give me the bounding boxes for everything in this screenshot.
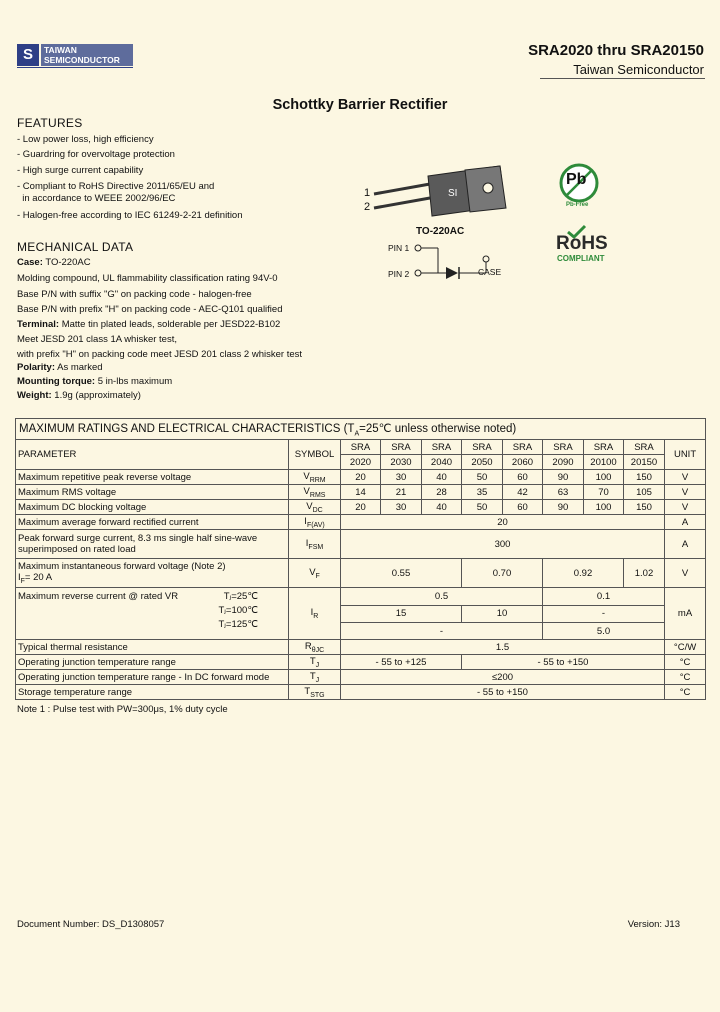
cell-value: 1.5 — [341, 640, 665, 655]
symbol-main: I — [310, 607, 314, 619]
cell-value: 20 — [341, 515, 665, 530]
symbol-sub: F(AV) — [306, 521, 325, 529]
row-unit: °C — [665, 670, 706, 685]
row-unit: V — [665, 500, 706, 515]
row-label: Typical thermal resistance — [16, 640, 289, 655]
mech-line: Molding compound, UL flammability classification rating 94V-0 — [17, 273, 278, 284]
logo-underline — [17, 67, 133, 68]
cell-value: 14 — [341, 485, 381, 500]
mech-line: Meet JESD 201 class 1A whisker test, — [17, 334, 177, 345]
row-symbol — [289, 588, 341, 640]
symbol-sub: θJC — [311, 646, 325, 654]
header-model-bot: 2060 — [503, 455, 543, 470]
mech-torque-label: Mounting torque: — [17, 376, 96, 387]
cell-value: ≤200 — [341, 670, 665, 685]
table-row-vrrm — [16, 470, 706, 485]
row-label: Operating junction temperature range - In DC forward mode — [16, 670, 289, 685]
mech-torque — [17, 376, 172, 388]
cell-value: 60 — [503, 500, 543, 515]
feature-item: - Guardring for overvoltage protection — [17, 149, 175, 160]
header-rule — [540, 78, 705, 79]
symbol-main: T — [304, 685, 311, 697]
pb-text: Pb — [566, 171, 587, 188]
row-unit: °C/W — [665, 640, 706, 655]
diode-schematic — [412, 240, 502, 280]
row-label — [16, 530, 289, 559]
row-label-line1: Peak forward surge current, 8.3 ms single half sine-wave — [18, 533, 258, 545]
pin1-label: PIN 1 — [388, 243, 410, 253]
mech-line: Base P/N with suffix "G" on packing code - halogen-free — [17, 289, 252, 300]
row-symbol — [289, 500, 341, 515]
cell-value: 21 — [381, 485, 422, 500]
if-value: = 20 A — [24, 572, 53, 584]
symbol-sub: STG — [310, 691, 325, 699]
cell-value: 0.55 — [341, 559, 462, 588]
cell-value: 0.92 — [543, 559, 624, 588]
to220ac-package-drawing — [360, 158, 530, 228]
cell-value: 40 — [422, 470, 462, 485]
table-row-ifav — [16, 515, 706, 530]
mech-polarity — [17, 362, 103, 374]
header-model-bot: 2030 — [381, 455, 422, 470]
symbol-sub: R — [313, 613, 319, 621]
symbol-main: I — [304, 515, 307, 527]
mech-weight-label: Weight: — [17, 390, 52, 401]
document-title: SRA2020 thru SRA20150 — [528, 42, 704, 59]
cell-value: - 55 to +150 — [462, 655, 665, 670]
pin1-number: 1 — [364, 187, 371, 199]
cell-value: 70 — [584, 485, 624, 500]
row-unit: mA — [665, 588, 706, 640]
symbol-sub: F — [315, 572, 320, 580]
header-model-top: SRA — [543, 440, 584, 455]
header-model-bot: 20100 — [584, 455, 624, 470]
logo-line1: TAIWAN — [44, 45, 77, 55]
cell-value: 20 — [341, 470, 381, 485]
row-label — [16, 559, 289, 588]
ir-t125: Tⱼ=125℃ — [218, 619, 258, 631]
pb-free-text: Pb-Free — [566, 202, 589, 208]
table-row-ifsm — [16, 530, 706, 559]
symbol-sub: RRM — [309, 476, 326, 484]
row-unit: V — [665, 485, 706, 500]
header-model-top: SRA — [341, 440, 381, 455]
feature-item: in accordance to WEEE 2002/96/EC — [17, 193, 176, 204]
feature-item: - Compliant to RoHS Directive 2011/65/EU and — [17, 181, 215, 192]
symbol-sub: FSM — [308, 543, 324, 551]
company-name: Taiwan Semiconductor — [573, 62, 704, 77]
cell-value: 150 — [624, 500, 665, 515]
cell-value: 0.70 — [462, 559, 543, 588]
page-title: Schottky Barrier Rectifier — [272, 97, 448, 113]
table-row-ir-25 — [16, 588, 706, 605]
cell-value: 28 — [422, 485, 462, 500]
table-row-vf — [16, 559, 706, 588]
cell-value: 90 — [543, 500, 584, 515]
company-logo-mark: S — [17, 44, 39, 66]
symbol-main: V — [306, 500, 313, 512]
feature-item: - High surge current capability — [17, 165, 144, 176]
company-logo-text — [41, 44, 133, 66]
header-model-bot: 2020 — [341, 455, 381, 470]
header-model-top: SRA — [381, 440, 422, 455]
cell-value: 10 — [462, 605, 543, 622]
header-symbol: SYMBOL — [289, 440, 341, 470]
features-heading: FEATURES — [17, 116, 83, 130]
cell-value: 100 — [584, 500, 624, 515]
row-unit: A — [665, 530, 706, 559]
symbol-sub: J — [315, 676, 320, 684]
cell-value: 150 — [624, 470, 665, 485]
table-note: Note 1 : Pulse test with PW=300μs, 1% duty cycle — [17, 704, 228, 715]
cell-value: - 55 to +150 — [341, 685, 665, 700]
row-label-line2 — [18, 572, 286, 585]
row-unit: A — [665, 515, 706, 530]
symbol-main: V — [309, 566, 316, 578]
symbol-main: I — [305, 537, 309, 549]
rohs-text: RoHS — [556, 233, 608, 254]
ir-label: Maximum reverse current @ rated VR — [18, 591, 179, 603]
cell-value: 15 — [341, 605, 462, 622]
row-symbol — [289, 640, 341, 655]
pin2-label: PIN 2 — [388, 269, 410, 279]
header-model-top: SRA — [503, 440, 543, 455]
table-row-rth — [16, 640, 706, 655]
symbol-sub: J — [315, 661, 320, 669]
row-symbol — [289, 470, 341, 485]
mech-case-value: TO-220AC — [42, 257, 91, 268]
table-row-tjdc — [16, 670, 706, 685]
symbol-main: R — [304, 640, 312, 652]
cell-value: 0.5 — [341, 588, 543, 605]
cell-value: 60 — [503, 470, 543, 485]
cell-value: 50 — [462, 500, 503, 515]
feature-item: - Low power loss, high efficiency — [17, 134, 154, 145]
mech-weight — [17, 390, 141, 402]
mech-torque-value: 5 in-lbs maximum — [95, 376, 173, 387]
row-label: Maximum RMS voltage — [16, 485, 289, 500]
logo-line2: SEMICONDUCTOR — [44, 55, 120, 65]
row-symbol — [289, 670, 341, 685]
cell-value: 30 — [381, 500, 422, 515]
symbol-main: V — [303, 470, 310, 482]
row-label-line2: superimposed on rated load — [18, 544, 136, 556]
if-sub: F — [20, 578, 25, 586]
table-title-post: =25℃ unless otherwise noted) — [359, 423, 517, 435]
symbol-main: T — [309, 670, 316, 682]
mech-terminal — [17, 319, 280, 331]
table-row-tstg — [16, 685, 706, 700]
cell-value: - — [543, 605, 665, 622]
mech-weight-value: 1.9g (approximately) — [51, 390, 141, 401]
pin2-number: 2 — [364, 201, 371, 213]
cell-value: 105 — [624, 485, 665, 500]
feature-item: - Halogen-free according to IEC 61249-2-21 definition — [17, 210, 243, 221]
header-model-top: SRA — [462, 440, 503, 455]
mech-terminal-label: Terminal: — [17, 319, 60, 330]
cell-value: 1.02 — [624, 559, 665, 588]
mech-polarity-label: Polarity: — [17, 362, 56, 373]
row-label — [16, 588, 289, 640]
row-unit: V — [665, 470, 706, 485]
header-model-bot: 2090 — [543, 455, 584, 470]
cell-value: 20 — [341, 500, 381, 515]
row-symbol — [289, 515, 341, 530]
cell-value: 40 — [422, 500, 462, 515]
case-label: CASE — [478, 267, 502, 277]
ir-t25: Tⱼ=25℃ — [223, 591, 258, 603]
mech-line: Base P/N with prefix "H" on packing code - AEC-Q101 qualified — [17, 304, 283, 315]
cell-value: 63 — [543, 485, 584, 500]
row-unit: °C — [665, 685, 706, 700]
cell-value: 42 — [503, 485, 543, 500]
table-title-sub: A — [354, 430, 360, 438]
table-row-vrms — [16, 485, 706, 500]
cell-value: 30 — [381, 470, 422, 485]
if-main: I — [18, 572, 21, 584]
document-version: Version: J13 — [627, 919, 680, 930]
symbol-main: T — [309, 655, 316, 667]
header-model-top: SRA — [422, 440, 462, 455]
row-label: Storage temperature range — [16, 685, 289, 700]
cell-value: 35 — [462, 485, 503, 500]
row-unit: V — [665, 559, 706, 588]
table-row-tj — [16, 655, 706, 670]
header-model-bot: 20150 — [624, 455, 665, 470]
header-model-top: SRA — [584, 440, 624, 455]
mech-terminal-value: Matte tin plated leads, solderable per JESD22-B102 — [59, 319, 281, 330]
row-unit: °C — [665, 655, 706, 670]
row-symbol — [289, 685, 341, 700]
mech-polarity-value: As marked — [55, 362, 103, 373]
mech-case-label: Case: — [17, 257, 43, 268]
row-label: Maximum average forward rectified current — [16, 515, 289, 530]
mech-line: with prefix "H" on packing code meet JESD 201 class 2 whisker test — [17, 349, 303, 360]
header-parameter: PARAMETER — [16, 440, 289, 470]
row-symbol — [289, 559, 341, 588]
cell-value: 90 — [543, 470, 584, 485]
header-model-top: SRA — [624, 440, 665, 455]
cell-value: 0.1 — [543, 588, 665, 605]
row-label: Maximum repetitive peak reverse voltage — [16, 470, 289, 485]
package-name: TO-220AC — [416, 226, 465, 237]
row-symbol — [289, 530, 341, 559]
cell-value: - 55 to +125 — [341, 655, 462, 670]
rohs-compliant-text: COMPLIANT — [557, 254, 605, 263]
mech-case — [17, 257, 91, 269]
row-label: Operating junction temperature range — [16, 655, 289, 670]
row-label-line1: Maximum instantaneous forward voltage (Note 2) — [18, 561, 226, 573]
document-number: Document Number: DS_D1308057 — [17, 919, 165, 930]
ratings-table — [15, 418, 706, 700]
ir-t100: Tⱼ=100℃ — [218, 605, 258, 617]
cell-value: 50 — [462, 470, 503, 485]
table-row-vdc — [16, 500, 706, 515]
cell-value: 5.0 — [543, 622, 665, 639]
row-symbol — [289, 655, 341, 670]
cell-value: - — [341, 622, 543, 639]
table-title-pre: MAXIMUM RATINGS AND ELECTRICAL CHARACTERISTICS (T — [19, 423, 355, 435]
header-unit: UNIT — [665, 440, 706, 470]
table-title — [16, 419, 706, 440]
mechanical-heading: MECHANICAL DATA — [17, 240, 134, 254]
header-model-bot: 2040 — [422, 455, 462, 470]
symbol-sub: RMS — [309, 491, 326, 499]
row-symbol — [289, 485, 341, 500]
header-model-bot: 2050 — [462, 455, 503, 470]
cell-value: 100 — [584, 470, 624, 485]
cell-value: 300 — [341, 530, 665, 559]
symbol-sub: DC — [312, 506, 323, 514]
svg-text:SI: SI — [448, 188, 458, 199]
row-label: Maximum DC blocking voltage — [16, 500, 289, 515]
symbol-main: V — [303, 485, 310, 497]
